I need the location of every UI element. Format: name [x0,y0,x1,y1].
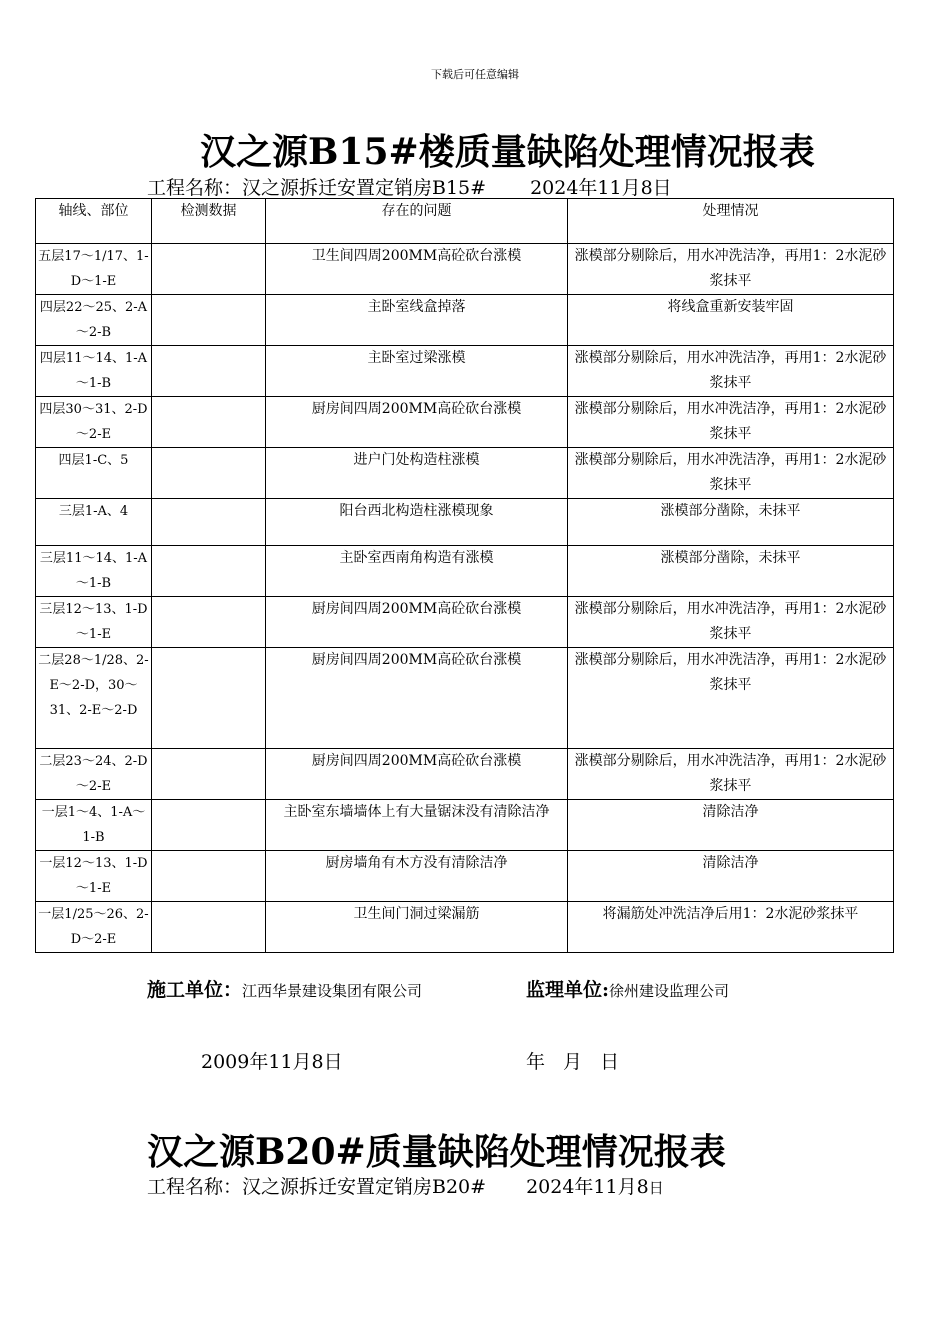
report-date: 2024年11月8日 [530,177,672,199]
report2-project-line [147,1172,664,1199]
row-test-data [152,749,266,800]
row-handling: 涨模部分剔除后，用水冲洗洁净，再用1：2水泥砂浆抹平 [568,749,894,800]
row-location: 一层1/25～26、2-D～2-E [36,902,152,953]
row-handling: 涨模部分剔除后，用水冲洗洁净，再用1：2水泥砂浆抹平 [568,397,894,448]
construction-unit-label: 施工单位： [147,979,243,1001]
supervision-date: 年 月 日 [526,1051,620,1073]
row-handling: 涨模部分剔除后，用水冲洗洁净，再用1：2水泥砂浆抹平 [568,448,894,499]
report2-title: 汉之源B20#质量缺陷处理情况报表 [147,1131,726,1173]
supervision-unit [526,975,729,1002]
row-problem: 阳台西北构造柱涨模现象 [266,499,568,546]
row-handling: 涨模部分凿除，未抹平 [568,499,894,546]
row-location: 四层30～31、2-D～2-E [36,397,152,448]
table-row [36,346,894,397]
row-location: 一层1～4、1-A～1-B [36,800,152,851]
row-location: 四层22～25、2-A～2-B [36,295,152,346]
table-row [36,902,894,953]
column-header: 检测数据 [152,199,266,244]
row-problem: 主卧室过梁涨模 [266,346,568,397]
header-note: 下载后可任意编辑 [431,68,519,81]
table-row [36,800,894,851]
row-test-data [152,499,266,546]
row-handling: 将漏筋处冲洗洁净后用1：2水泥砂浆抹平 [568,902,894,953]
report-title: 汉之源B15#楼质量缺陷处理情况报表 [200,131,815,173]
row-handling: 将线盒重新安装牢固 [568,295,894,346]
supervision-unit-name: 徐州建设监理公司 [609,982,730,1000]
row-test-data [152,295,266,346]
row-handling: 涨模部分剔除后，用水冲洗洁净，再用1：2水泥砂浆抹平 [568,648,894,749]
construction-date: 2009年11月8日 [201,1051,343,1073]
construction-unit [147,975,422,1002]
table-row [36,244,894,295]
row-location: 二层28～1/28、2-E～2-D，30～31、2-E～2-D [36,648,152,749]
row-test-data [152,448,266,499]
row-problem: 进户门处构造柱涨模 [266,448,568,499]
row-test-data [152,800,266,851]
row-location: 二层23～24、2-D～2-E [36,749,152,800]
project-line [147,173,672,200]
row-location: 三层11～14、1-A～1-B [36,546,152,597]
report2-project-name: 工程名称：汉之源拆迁安置定销房B20# [147,1176,487,1198]
row-location: 三层12～13、1-D～1-E [36,597,152,648]
row-test-data [152,648,266,749]
row-handling: 涨模部分剔除后，用水冲洗洁净，再用1：2水泥砂浆抹平 [568,346,894,397]
row-test-data [152,597,266,648]
row-test-data [152,902,266,953]
row-problem: 厨房墙角有木方没有清除洁净 [266,851,568,902]
column-header: 轴线、部位 [36,199,152,244]
row-location: 三层1-A、4 [36,499,152,546]
row-handling: 涨模部分剔除后，用水冲洗洁净，再用1：2水泥砂浆抹平 [568,244,894,295]
table-row [36,546,894,597]
row-location: 四层11～14、1-A～1-B [36,346,152,397]
row-handling: 涨模部分剔除后，用水冲洗洁净，再用1：2水泥砂浆抹平 [568,597,894,648]
table-row [36,648,894,749]
row-problem: 厨房间四周200MM高砼砍台涨模 [266,749,568,800]
row-test-data [152,546,266,597]
row-problem: 卫生间四周200MM高砼砍台涨模 [266,244,568,295]
row-handling: 涨模部分凿除，未抹平 [568,546,894,597]
construction-unit-name: 江西华景建设集团有限公司 [242,982,423,1000]
table-row [36,749,894,800]
column-header: 存在的问题 [266,199,568,244]
report2-date: 2024年11月8 [526,1176,649,1198]
row-problem: 主卧室东墙墙体上有大量锯沫没有清除洁净 [266,800,568,851]
table-row [36,597,894,648]
table-row [36,499,894,546]
table-row [36,851,894,902]
row-test-data [152,397,266,448]
row-location: 一层12～13、1-D～1-E [36,851,152,902]
row-handling: 清除洁净 [568,851,894,902]
table-header-row [36,199,894,244]
defect-table [35,198,894,953]
report2-date-suffix: 日 [648,1179,664,1197]
row-problem: 厨房间四周200MM高砼砍台涨模 [266,597,568,648]
table-body [36,244,894,953]
row-problem: 主卧室西南角构造有涨模 [266,546,568,597]
row-test-data [152,346,266,397]
row-problem: 厨房间四周200MM高砼砍台涨模 [266,648,568,749]
project-name: 工程名称：汉之源拆迁安置定销房B15# [147,177,487,199]
row-problem: 卫生间门洞过梁漏筋 [266,902,568,953]
row-handling: 清除洁净 [568,800,894,851]
row-problem: 主卧室线盒掉落 [266,295,568,346]
table-row [36,448,894,499]
table-row [36,295,894,346]
row-location: 四层1-C、5 [36,448,152,499]
row-location: 五层17～1/17、1-D～1-E [36,244,152,295]
row-test-data [152,851,266,902]
row-problem: 厨房间四周200MM高砼砍台涨模 [266,397,568,448]
table-row [36,397,894,448]
column-header: 处理情况 [568,199,894,244]
row-test-data [152,244,266,295]
supervision-unit-label: 监理单位: [526,979,610,1001]
